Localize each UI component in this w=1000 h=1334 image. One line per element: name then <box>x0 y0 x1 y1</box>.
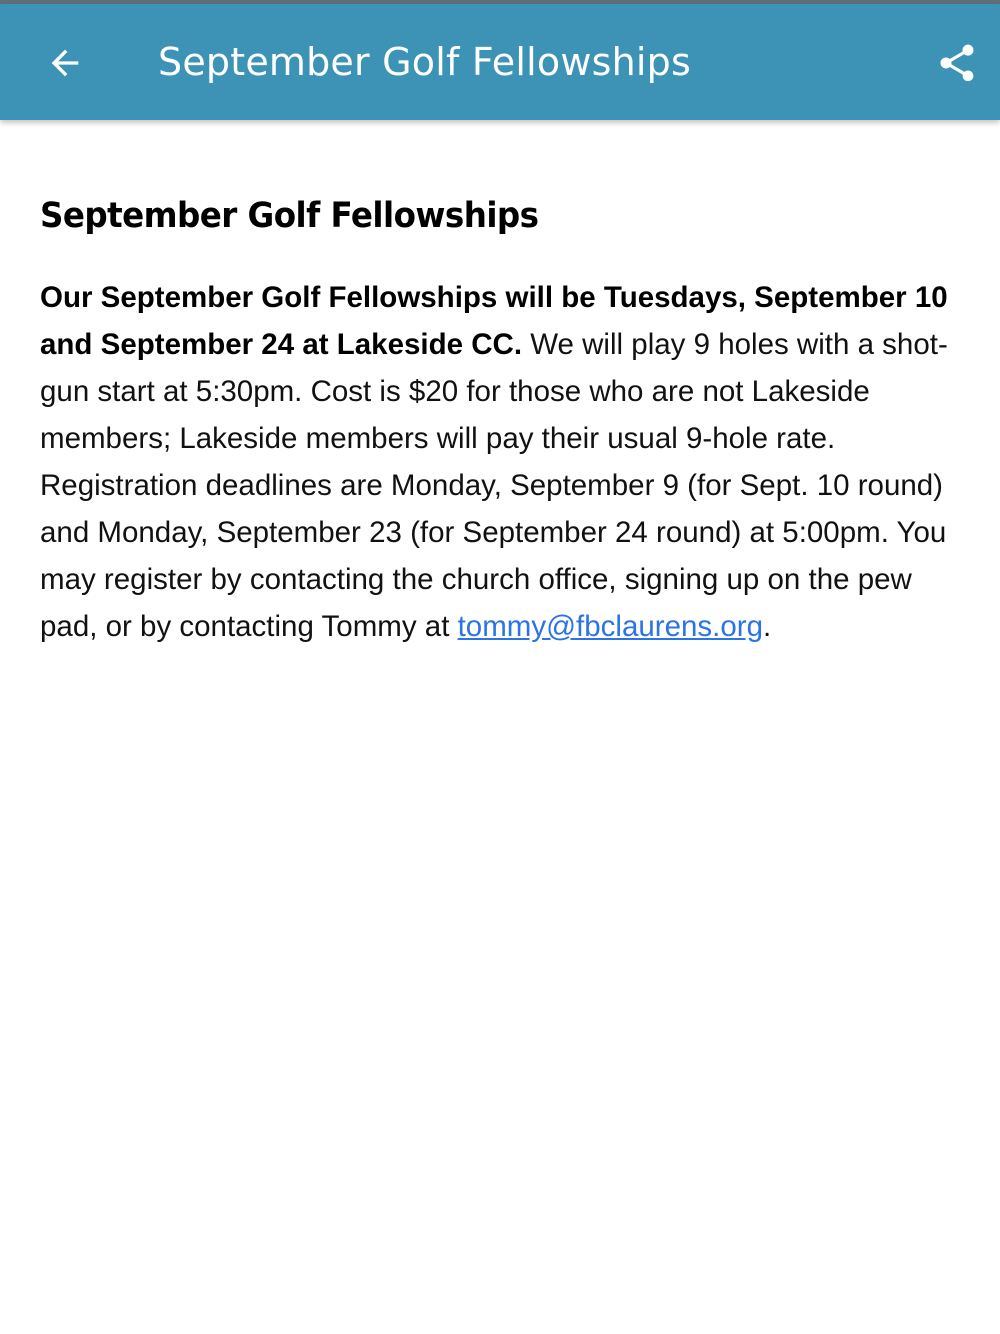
email-link[interactable]: tommy@fbclaurens.org <box>457 610 763 643</box>
back-button[interactable] <box>36 34 94 92</box>
share-icon <box>935 41 979 85</box>
app-bar-title: September Golf Fellowships <box>158 40 691 84</box>
arrow-left-icon <box>45 43 85 83</box>
article-body <box>40 274 970 650</box>
article-trailing-text: . <box>762 610 772 643</box>
article-body-text: We will play 9 holes with a shot-gun start at 5:30pm. Cost is $20 for those who are not Lakeside members; Lakeside members will pay their usual 9-hole rate. Registration deadlines are Monday, September 9 (for Sept. 10 round) and Monday, September 23 (for September 24 round) at 5:00pm. You may register by contacting the church office, signing up on the pew pad, or by contacting Tommy at <box>40 328 948 643</box>
article-heading: September Golf Fellowships <box>40 196 539 236</box>
article-content <box>40 196 970 650</box>
share-button[interactable] <box>928 34 986 92</box>
app-bar <box>0 4 1000 120</box>
article-bold-intro: Our September Golf Fellowships will be Tuesdays, September 10 and September 24 at Lakeside CC. <box>40 281 948 361</box>
